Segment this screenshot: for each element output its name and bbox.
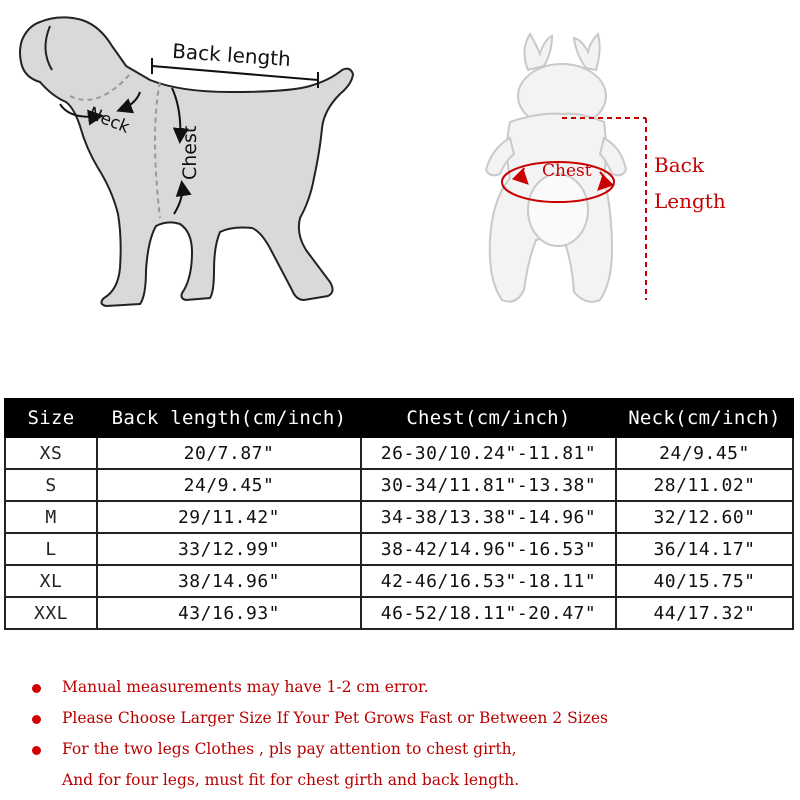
note-text: Please Choose Larger Size If Your Pet Grows Fast or Between 2 Sizes [62,709,608,727]
neck-cell: 36/14.17" [616,533,793,565]
header-back-length: Back length(cm/inch) [97,399,361,437]
table-header-row [5,399,793,437]
chest-cell: 42-46/16.53"-18.11" [361,565,616,597]
note-item [30,672,790,703]
note-item [30,703,790,734]
note-text: Manual measurements may have 1-2 cm error. [62,678,429,696]
back-length-cell: 24/9.45" [97,469,361,501]
size-chart-table [4,398,794,630]
note-item-continuation [30,765,790,796]
table-row [5,565,793,597]
chest-cell: 34-38/13.38"-14.96" [361,501,616,533]
size-cell: M [5,501,97,533]
note-item [30,734,790,765]
neck-label: Neck [85,103,133,138]
chest-cell: 30-34/11.81"-13.38" [361,469,616,501]
neck-cell: 24/9.45" [616,437,793,469]
note-text: And for four legs, must fit for chest girth and back length. [62,771,520,789]
header-size: Size [5,399,97,437]
dog-measurement-diagram [0,0,400,330]
neck-cell: 44/17.32" [616,597,793,629]
table-row [5,533,793,565]
bullet-dot-icon [32,715,41,724]
back-length-cell: 38/14.96" [97,565,361,597]
back-length-cell: 43/16.93" [97,597,361,629]
costume-chest-label: Chest [542,161,592,181]
notes-list [30,672,790,796]
table-row [5,437,793,469]
costume-measurement-diagram [440,0,800,330]
table-row [5,597,793,629]
neck-cell: 32/12.60" [616,501,793,533]
back-length-cell: 33/12.99" [97,533,361,565]
chest-cell: 46-52/18.11"-20.47" [361,597,616,629]
back-length-bar [152,66,318,80]
size-cell: L [5,533,97,565]
note-text: For the two legs Clothes , pls pay attention to chest girth, [62,740,517,758]
table-row [5,501,793,533]
header-neck: Neck(cm/inch) [616,399,793,437]
chest-cell: 38-42/14.96"-16.53" [361,533,616,565]
neck-cell: 40/15.75" [616,565,793,597]
right-antler-icon [574,34,600,70]
back-length-cell: 29/11.42" [97,501,361,533]
bullet-dot-icon [32,684,41,693]
size-cell: XL [5,565,97,597]
costume-back-label-line1: Back [654,153,704,177]
chest-label: Chest [179,125,201,180]
size-cell: S [5,469,97,501]
back-length-cell: 20/7.87" [97,437,361,469]
chest-cell: 26-30/10.24"-11.81" [361,437,616,469]
size-cell: XS [5,437,97,469]
costume-back-label-line2: Length [654,189,726,213]
table-row [5,469,793,501]
neck-cell: 28/11.02" [616,469,793,501]
back-length-label: Back length [171,38,292,72]
size-cell: XXL [5,597,97,629]
header-chest: Chest(cm/inch) [361,399,616,437]
bullet-dot-icon [32,746,41,755]
